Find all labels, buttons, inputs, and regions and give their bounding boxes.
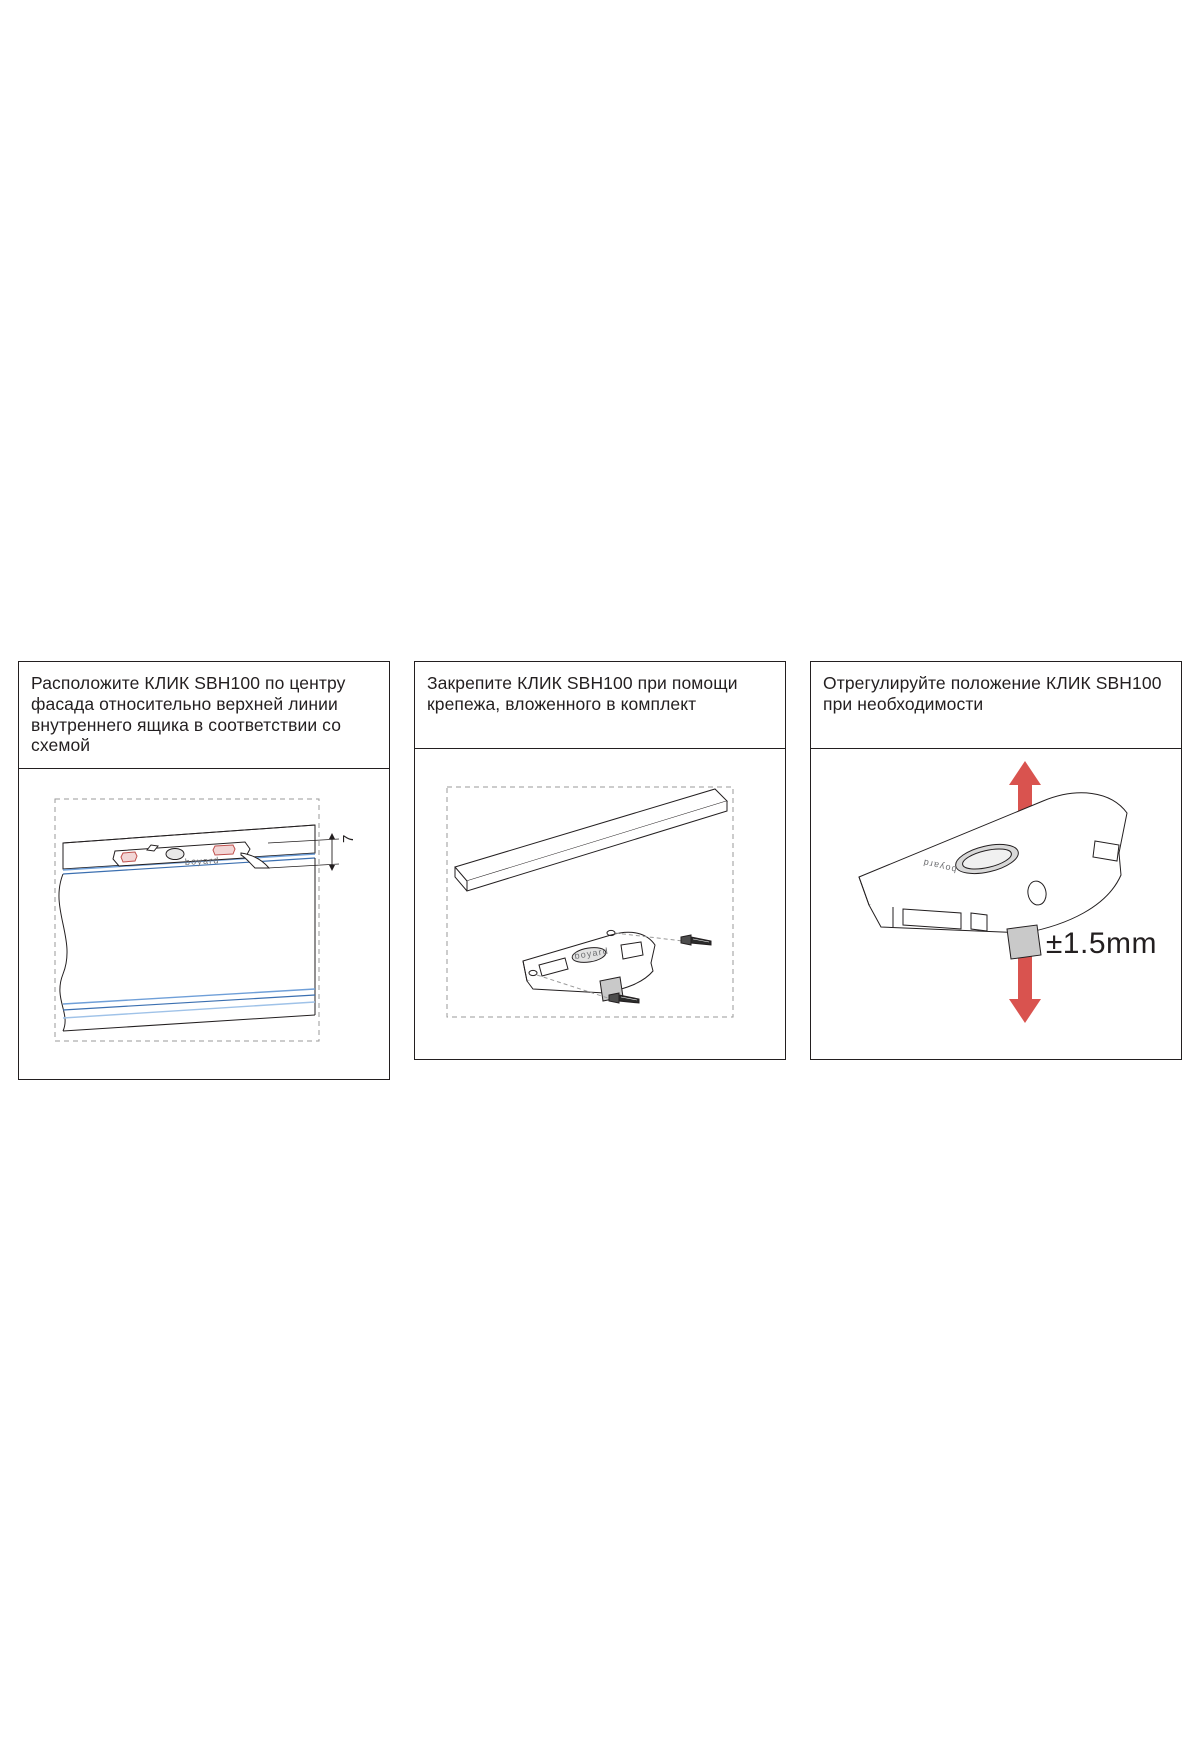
panel-2-figure <box>414 749 786 1060</box>
sbh100-device-isometric <box>523 932 655 1001</box>
panel-2-caption-text: Закрепите КЛИК SBH100 при помощи крепежа, вложенного в комплект <box>427 673 738 714</box>
panel-3-caption <box>810 661 1182 749</box>
brand-label: boyard <box>921 857 958 875</box>
instruction-panel-2 <box>414 661 786 1080</box>
screw-2 <box>609 993 639 1003</box>
adjustment-range-label: ±1.5mm <box>1045 927 1157 960</box>
instruction-panel-3 <box>810 661 1182 1080</box>
brand-label: boyard <box>573 945 610 961</box>
panel-1-figure <box>18 769 390 1080</box>
screw-1 <box>681 935 711 945</box>
instruction-panel-1 <box>18 661 390 1080</box>
panel-3-figure <box>810 749 1182 1060</box>
instruction-panel-strip <box>18 661 1182 1080</box>
panel-1-caption-text: Расположите КЛИК SBH100 по центру фасада относительно верхней линии внутреннего ящика в соответствии со схемой <box>31 673 346 756</box>
brand-label: boyard <box>184 855 220 868</box>
panel-1-caption <box>18 661 390 769</box>
dimension-label-7: 7 <box>340 834 357 844</box>
panel-2-caption <box>414 661 786 749</box>
panel-3-caption-text: Отрегулируйте положение КЛИК SBH100 при необходимости <box>823 673 1162 714</box>
